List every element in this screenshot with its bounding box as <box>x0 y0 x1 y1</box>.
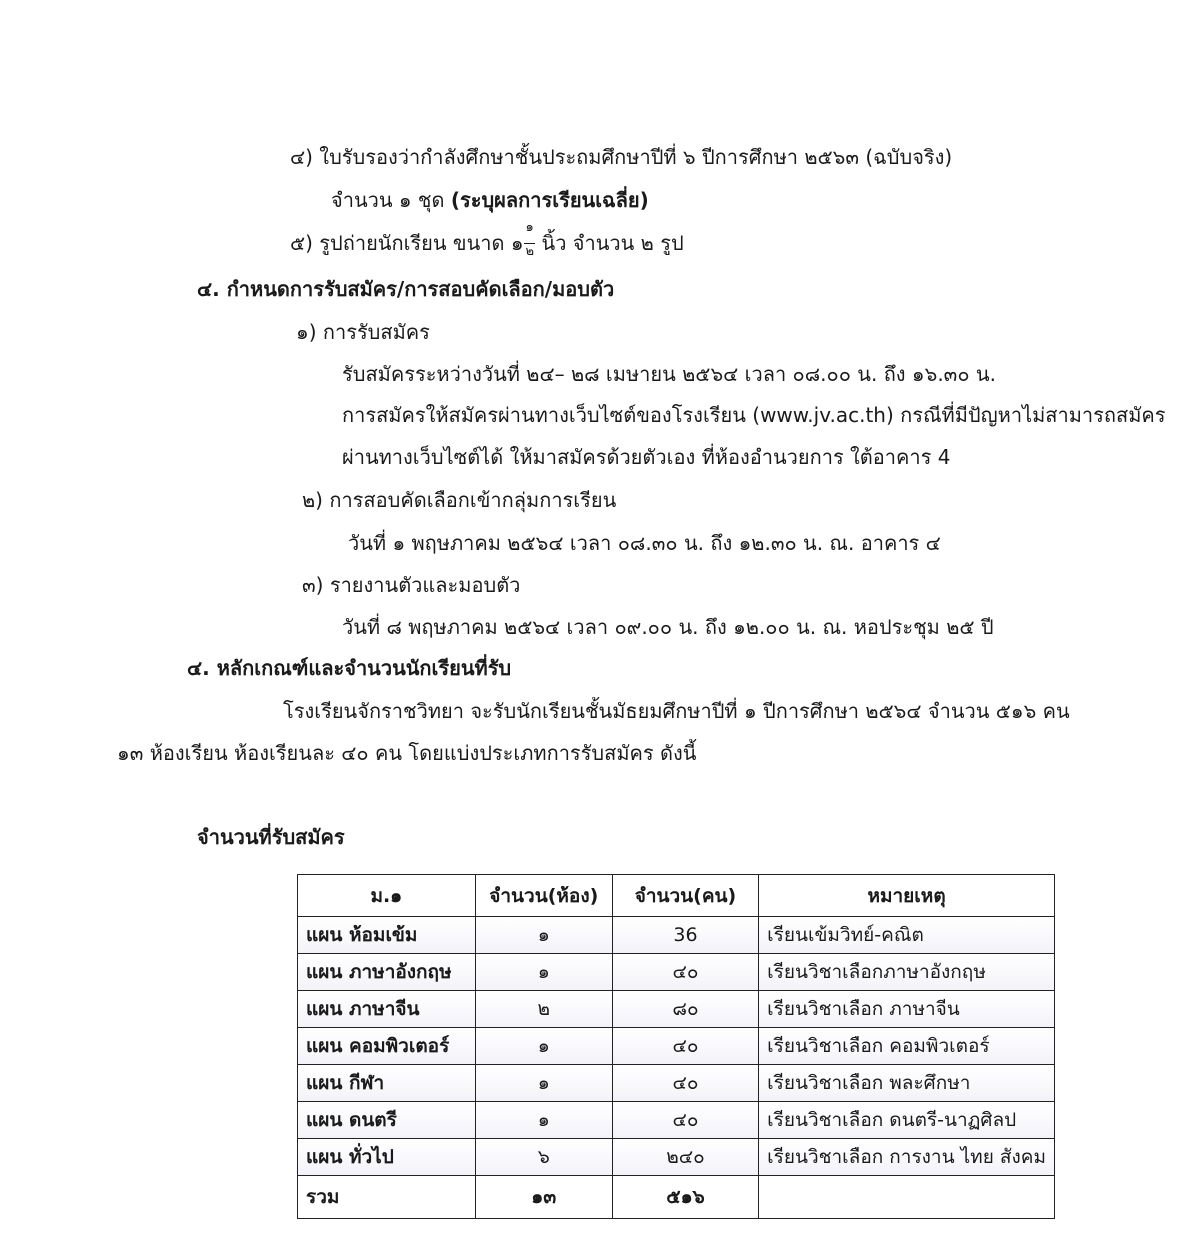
rooms-cell: ๑ <box>475 1102 612 1139</box>
remark-cell: เรียนวิชาเลือก ดนตรี-นาฏศิลป <box>759 1102 1055 1139</box>
section-schedule-heading: ๔. กำหนดการรับสมัคร/การสอบคัดเลือก/มอบตัว <box>197 277 615 301</box>
report-heading: ๓) รายงานตัวและมอบตัว <box>302 573 521 597</box>
item-5-prefix: ๕) รูปถ่ายนักเรียน ขนาด ๑ <box>290 231 524 255</box>
one-half-fraction <box>524 220 536 259</box>
rooms-cell: ๑ <box>475 917 612 954</box>
header-grade: ม.๑ <box>298 875 476 917</box>
rooms-cell: ๒ <box>475 991 612 1028</box>
criteria-paragraph-line-1: โรงเรียนจักราชวิทยา จะรับนักเรียนชั้นมัธยมศึกษาปีที่ ๑ ปีการศึกษา ๒๕๖๔ จำนวน ๕๑๖ คน <box>283 699 1070 723</box>
criteria-paragraph-line-2: ๑๓ ห้องเรียน ห้องเรียนละ ๔๐ คน โดยแบ่งประเภทการรับสมัคร ดังนี้ <box>117 741 697 765</box>
table-header-row <box>298 875 1055 917</box>
rooms-cell: ๑ <box>475 1028 612 1065</box>
table-row <box>298 991 1055 1028</box>
students-cell: ๘๐ <box>612 991 758 1028</box>
quota-table <box>297 874 1055 1219</box>
rooms-cell: ๑ <box>475 954 612 991</box>
item-4-gpa-note: (ระบุผลการเรียนเฉลี่ย) <box>450 188 649 212</box>
report-date: วันที่ ๘ พฤษภาคม ๒๕๖๔ เวลา ๐๙.๐๐ น. ถึง ๑๒.๐๐ น. ณ. หอประชุม ๒๕ ปี <box>342 615 994 639</box>
table-row <box>298 917 1055 954</box>
quota-table-title: จำนวนที่รับสมัคร <box>197 825 345 849</box>
apply-online: การสมัครให้สมัครผ่านทางเว็บไซต์ของโรงเรียน (www.jv.ac.th) กรณีที่มีปัญหาไม่สามารถสมัคร <box>342 403 1166 427</box>
exam-date: วันที่ ๑ พฤษภาคม ๒๕๖๔ เวลา ๐๘.๓๐ น. ถึง ๑๒.๓๐ น. ณ. อาคาร ๔ <box>348 531 941 555</box>
table-row <box>298 1139 1055 1176</box>
apply-heading: ๑) การรับสมัคร <box>296 320 430 344</box>
table-row <box>298 954 1055 991</box>
apply-dates: รับสมัครระหว่างวันที่ ๒๔– ๒๘ เมษายน ๒๕๖๔ เวลา ๐๘.๐๐ น. ถึง ๑๖.๓๐ น. <box>342 362 996 386</box>
plan-cell: แผน คอมพิวเตอร์ <box>298 1028 476 1065</box>
fraction-denominator: ๒ <box>525 244 535 259</box>
header-remarks: หมายเหตุ <box>759 875 1055 917</box>
total-remark-cell <box>759 1176 1055 1219</box>
item-4-count: จำนวน ๑ ชุด <box>331 188 451 212</box>
plan-cell: แผน ทั่วไป <box>298 1139 476 1176</box>
total-students-cell: ๕๑๖ <box>612 1176 758 1219</box>
remark-cell: เรียนวิชาเลือก การงาน ไทย สังคม <box>759 1139 1055 1176</box>
rooms-cell: ๑ <box>475 1065 612 1102</box>
table-row <box>298 1065 1055 1102</box>
item-4-count-line <box>331 186 649 214</box>
plan-cell: แผน กีฬา <box>298 1065 476 1102</box>
remark-cell: เรียนเข้มวิทย์-คณิต <box>759 917 1055 954</box>
total-label-cell: รวม <box>298 1176 476 1219</box>
students-cell: ๒๔๐ <box>612 1139 758 1176</box>
plan-cell: แผน ห้อมเข้ม <box>298 917 476 954</box>
remark-cell: เรียนวิชาเลือก ภาษาจีน <box>759 991 1055 1028</box>
header-rooms: จำนวน(ห้อง) <box>475 875 612 917</box>
header-students: จำนวน(คน) <box>612 875 758 917</box>
table-total-row <box>298 1176 1055 1219</box>
students-cell: ๔๐ <box>612 1102 758 1139</box>
item-4-certificate: ๔) ใบรับรองว่ากำลังศึกษาชั้นประถมศึกษาปีที่ ๖ ปีการศึกษา ๒๕๖๓ (ฉบับจริง) <box>290 145 953 169</box>
remark-cell: เรียนวิชาเลือก พละศึกษา <box>759 1065 1055 1102</box>
item-5-photo <box>290 220 684 259</box>
total-rooms-cell: ๑๓ <box>475 1176 612 1219</box>
rooms-cell: ๖ <box>475 1139 612 1176</box>
students-cell: ๔๐ <box>612 954 758 991</box>
students-cell: ๔๐ <box>612 1065 758 1102</box>
section-criteria-heading: ๔. หลักเกณฑ์และจำนวนนักเรียนที่รับ <box>187 656 512 680</box>
remark-cell: เรียนวิชาเลือกภาษาอังกฤษ <box>759 954 1055 991</box>
remark-cell: เรียนวิชาเลือก คอมพิวเตอร์ <box>759 1028 1055 1065</box>
table-row <box>298 1028 1055 1065</box>
table-row <box>298 1102 1055 1139</box>
plan-cell: แผน ภาษาอังกฤษ <box>298 954 476 991</box>
apply-onsite: ผ่านทางเว็บไซต์ได้ ให้มาสมัครด้วยตัวเอง ที่ห้องอำนวยการ ใต้อาคาร 4 <box>342 445 951 469</box>
fraction-numerator: ๑ <box>525 220 534 235</box>
exam-heading: ๒) การสอบคัดเลือกเข้ากลุ่มการเรียน <box>302 488 617 512</box>
plan-cell: แผน ภาษาจีน <box>298 991 476 1028</box>
plan-cell: แผน ดนตรี <box>298 1102 476 1139</box>
students-cell: ๔๐ <box>612 1028 758 1065</box>
students-cell: 36 <box>612 917 758 954</box>
item-5-suffix: นิ้ว จำนวน ๒ รูป <box>541 231 684 255</box>
